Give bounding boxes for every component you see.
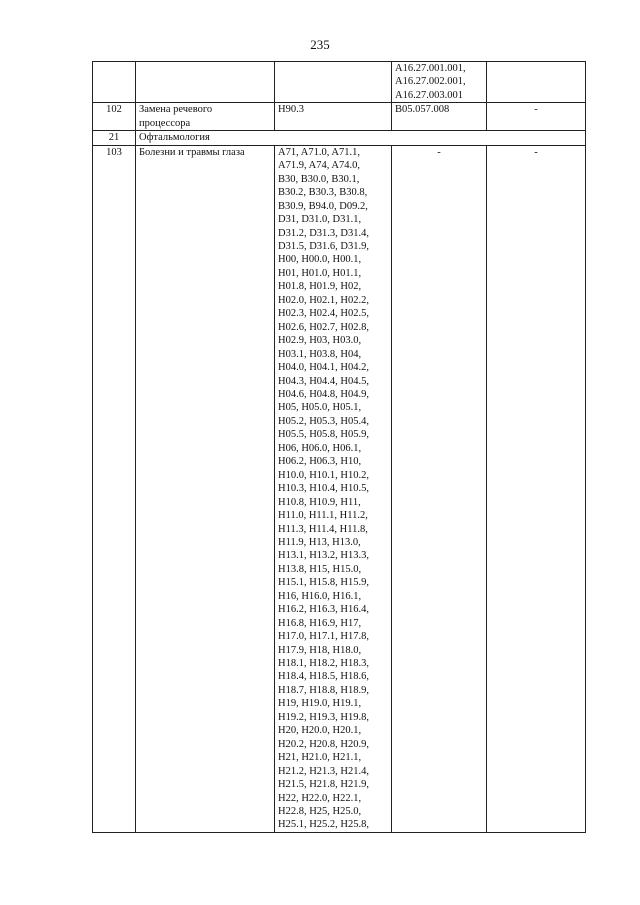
row-number: 102 — [93, 103, 136, 131]
row-codes: H90.3 — [275, 103, 392, 131]
code-line: H02.9, H03, H03.0, — [278, 335, 362, 347]
code-line: D31.2, D31.3, D31.4, — [278, 227, 369, 239]
cell-num — [93, 62, 136, 103]
code-line: H15.1, H15.8, H15.9, — [278, 577, 369, 589]
code-line: B30, B30.0, B30.1, — [278, 173, 360, 185]
code-line: H02.3, H02.4, H02.5, — [278, 308, 369, 320]
row-service: В05.057.008 — [392, 103, 487, 131]
table-row-102 — [93, 103, 586, 131]
code-line: H17.0, H17.1, H17.8, — [278, 631, 369, 643]
services-table — [92, 61, 586, 833]
code-line: H02.6, H02.7, H02.8, — [278, 321, 369, 333]
code-line: H00, H00.0, H00.1, — [278, 254, 362, 266]
code-line: H05.2, H05.3, H05.4, — [278, 415, 369, 427]
code-line: H10.3, H10.4, H10.5, — [278, 483, 369, 495]
code-line: H05.5, H05.8, H05.9, — [278, 429, 369, 441]
table-row-continued — [93, 62, 586, 103]
code-line: H18.4, H18.5, H18.6, — [278, 671, 369, 683]
code-line: H11.3, H11.4, H11.8, — [278, 523, 368, 535]
cell-name — [136, 62, 275, 103]
row-name-line: процессора — [139, 117, 191, 129]
code-line: H22, H22.0, H22.1, — [278, 792, 362, 804]
row-service: - — [392, 145, 487, 832]
code-line: H06.2, H06.3, H10, — [278, 456, 362, 468]
code-line: H10.8, H10.9, H11, — [278, 496, 361, 508]
row-name: Болезни и травмы глаза — [136, 145, 275, 832]
code-line: H21.5, H21.8, H21.9, — [278, 779, 369, 791]
code-line: H03.1, H03.8, H04, — [278, 348, 362, 360]
code-line: H06, H06.0, H06.1, — [278, 442, 362, 454]
code-line: H05, H05.0, H05.1, — [278, 402, 362, 414]
code-line: H01, H01.0, H01.1, — [278, 267, 362, 279]
row-number: 103 — [93, 145, 136, 832]
code-line: H18.7, H18.8, H18.9, — [278, 684, 369, 696]
row-last: - — [487, 145, 586, 832]
page-number: 235 — [310, 37, 330, 52]
row-name-line: Замена речевого — [139, 104, 213, 116]
code-line: H04.3, H04.4, H04.5, — [278, 375, 369, 387]
row-codes — [275, 145, 392, 832]
code-line: B30.2, B30.3, B30.8, — [278, 187, 368, 199]
code-line: H02.0, H02.1, H02.2, — [278, 294, 369, 306]
row-last: - — [487, 103, 586, 131]
code-line: D31.5, D31.6, D31.9, — [278, 240, 369, 252]
section-number: 21 — [93, 131, 136, 145]
code-line: H11.9, H13, H13.0, — [278, 536, 361, 548]
code-line: H25.1, H25.2, H25.8, — [278, 819, 369, 831]
code-line: H22.8, H25, H25.0, — [278, 806, 362, 818]
cell-service-codes — [392, 62, 487, 103]
code-line: H04.0, H04.1, H04.2, — [278, 362, 369, 374]
code-line: H13.8, H15, H15.0, — [278, 563, 362, 575]
code-line: H21.2, H21.3, H21.4, — [278, 765, 369, 777]
code-line: H19, H19.0, H19.1, — [278, 698, 362, 710]
code-line: H21, H21.0, H21.1, — [278, 752, 362, 764]
code-line: A71, A71.0, A71.1, — [278, 146, 360, 158]
code-line: H17.9, H18, H18.0, — [278, 644, 362, 656]
code-line: H13.1, H13.2, H13.3, — [278, 550, 369, 562]
code-line: H01.8, H01.9, H02, — [278, 281, 362, 293]
code-line: B30.9, B94.0, D09.2, — [278, 200, 368, 212]
code-line: H20.2, H20.8, H20.9, — [278, 738, 369, 750]
code-line: D31, D31.0, D31.1, — [278, 214, 362, 226]
code-line: H18.1, H18.2, H18.3, — [278, 658, 369, 670]
cell-codes — [275, 62, 392, 103]
code-line: H10.0, H10.1, H10.2, — [278, 469, 369, 481]
service-code-line: А16.27.001.001, — [395, 63, 466, 74]
section-title: Офтальмология — [136, 131, 586, 145]
code-line: A71.9, A74, A74.0, — [278, 160, 360, 172]
code-line: H16, H16.0, H16.1, — [278, 590, 362, 602]
service-code-line: А16.27.002.001, — [395, 76, 466, 88]
service-code-line: А16.27.003.001 — [395, 89, 463, 101]
code-line: H16.2, H16.3, H16.4, — [278, 604, 369, 616]
cell-last — [487, 62, 586, 103]
code-line: H11.0, H11.1, H11.2, — [278, 510, 368, 522]
code-line: H04.6, H04.8, H04.9, — [278, 388, 369, 400]
code-line: H20, H20.0, H20.1, — [278, 725, 362, 737]
table-row-103 — [93, 145, 586, 832]
row-name — [136, 103, 275, 131]
code-line: H16.8, H16.9, H17, — [278, 617, 362, 629]
code-line: H19.2, H19.3, H19.8, — [278, 711, 369, 723]
table-row-section-21 — [93, 131, 586, 145]
